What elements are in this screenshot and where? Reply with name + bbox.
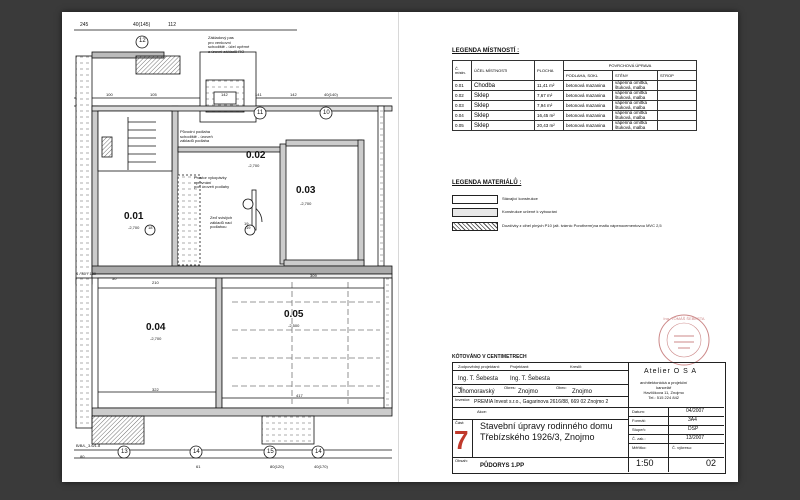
label: Část:	[455, 420, 465, 425]
drawing-content: PŮDORYS 1.PP	[480, 463, 525, 469]
divider	[452, 407, 724, 408]
investor: PREMIA Invest s.r.o., Gagarinova 2616/88, 669 02 Znojmo 2	[474, 399, 609, 405]
part-number: 7	[454, 425, 469, 455]
legend-materials-title: LEGENDA MATERIÁLŮ :	[452, 180, 522, 186]
plan-note: Původní podlaha schodiště - úroveň základů podlaha	[180, 129, 213, 144]
cell: 0.03	[453, 101, 472, 111]
dim-label: 309	[310, 273, 317, 278]
label: Zodpovědný projektant:	[458, 364, 500, 369]
dim-label: 80(120)	[270, 464, 284, 469]
cell: Sklep	[472, 111, 535, 121]
dim-label: 245	[80, 22, 89, 28]
cell: 16,45 m²	[535, 111, 564, 121]
dim-label: 40(140)	[324, 92, 338, 97]
cell: betonová mazanina	[564, 91, 613, 101]
table-row	[453, 111, 697, 121]
dim-label: 61	[196, 464, 201, 469]
cell: betonová mazanina	[564, 101, 613, 111]
divider	[628, 362, 629, 472]
marker: 19	[246, 225, 251, 230]
material-swatch-demolish	[452, 208, 498, 217]
room-number: 0.03	[296, 185, 316, 196]
drawing-number: 02	[706, 458, 717, 468]
order-number: 13/2007	[686, 435, 705, 441]
room-number: 0.04	[146, 322, 166, 333]
col-header: STĚNY	[613, 71, 658, 81]
plan-note: Zeď svislých základů nad podlahou	[210, 215, 233, 230]
dim-label: 80	[80, 454, 85, 459]
marker: 18	[148, 225, 153, 230]
material-label: Stávající konstrukce	[502, 196, 538, 201]
authorization-stamp	[656, 312, 712, 368]
room-height: -2,500	[288, 323, 300, 328]
cell: betonová mazanina	[564, 121, 613, 131]
cell: 0.05	[453, 121, 472, 131]
firm-name: Atelier O S A	[644, 368, 698, 375]
stage: DSP	[688, 426, 699, 432]
room-number: 0.01	[124, 211, 144, 222]
col-header: POVRCHOVÁ ÚPRAVA	[564, 61, 697, 71]
label: Kraj:	[455, 385, 464, 390]
material-label: Konstrukce určené k vybourání	[502, 209, 558, 214]
scale: 1:50	[636, 458, 654, 468]
svg-text:Ing. TOMÁŠ ŠEBESTA: Ing. TOMÁŠ ŠEBESTA	[663, 316, 705, 321]
cell: Chodba	[472, 81, 535, 91]
dim-label: 105	[150, 92, 157, 97]
axis-label: 10	[323, 110, 330, 116]
axis-label: 13	[121, 449, 128, 455]
dim-label: 50	[112, 276, 117, 281]
label: Formát:	[632, 418, 646, 423]
kotovani-note: KÓTOVÁNO V CENTIMETRECH	[452, 354, 527, 360]
responsible-designer: Ing. T. Šebesta	[458, 376, 498, 382]
material-label: Dozdívky z cihel plných P10 (alt. tvárnic Porotherm)na maltu vápenocementovou MVC 2,5	[502, 223, 662, 228]
dim-label: 142	[221, 92, 228, 97]
plan-note: Prostor vykopávky vyrovnání pod úroveň podlahy	[194, 175, 230, 190]
table-row	[453, 101, 697, 111]
cell: vápenná omítka štuková, malba	[613, 101, 658, 111]
dim-label: 141	[255, 92, 262, 97]
label: Akce:	[477, 409, 488, 414]
firm-description: architektonická a projekční kancelář Havlíčkova 11, Znojmo Tel.: 515 224 842	[640, 380, 688, 400]
divider	[452, 419, 628, 420]
cell: 11,41 m²	[535, 81, 564, 91]
floor-plan	[62, 12, 402, 482]
label: Projektant:	[510, 364, 530, 369]
divider	[628, 416, 724, 417]
dim-label: 4 / 80 / 130	[76, 271, 97, 276]
legend-rooms-title: LEGENDA MÍSTNOSTÍ :	[452, 48, 520, 54]
axis-label: 12	[139, 38, 146, 44]
plan-note: Základový pas pro venkovní schodiště - účel opěrné a úrovni základů RO	[208, 35, 250, 54]
dim-label: B/B/L_3.6/1.8	[76, 443, 101, 448]
label: Č. zak.:	[632, 436, 646, 441]
col-header: PLOCHA	[535, 61, 564, 81]
dim-label: 322	[152, 387, 159, 392]
dim-label: 40(145)	[133, 22, 151, 28]
municipality: Znojmo	[572, 389, 593, 395]
table-row	[453, 121, 697, 131]
col-header: Č. místn.	[453, 61, 472, 81]
label: Okres:	[504, 385, 516, 390]
divider	[452, 396, 628, 397]
material-swatch-infill	[452, 222, 498, 231]
cell: 20,43 m²	[535, 121, 564, 131]
cell: vápenná omítka štuková, malba	[613, 91, 658, 101]
label: Obsah:	[455, 458, 468, 463]
room-height: -2,700	[128, 225, 140, 230]
project-title: Stavební úpravy rodinného domu Třebízského 1926/3, Znojmo	[480, 421, 613, 442]
label: Obec:	[556, 385, 567, 390]
cell: vápenná omítka štuková, malba	[613, 111, 658, 121]
region: Jihomoravský	[458, 389, 495, 395]
designer: Ing. T. Šebesta	[510, 376, 550, 382]
dim-label: 417	[296, 393, 303, 398]
divider	[452, 457, 724, 458]
dim-label: 40(170)	[314, 464, 328, 469]
cell: vápenná omítka štuková, malba	[613, 121, 658, 131]
material-swatch-existing	[452, 195, 498, 204]
divider	[452, 370, 628, 371]
cell: betonová mazanina	[564, 111, 613, 121]
cell: 7,94 m²	[535, 101, 564, 111]
cell: 7,67 m²	[535, 91, 564, 101]
label: Investor:	[455, 397, 471, 402]
format: 3A4	[688, 417, 697, 423]
cell: betonová mazanina	[564, 81, 613, 91]
label: Stupeň:	[632, 427, 646, 432]
label: Datum:	[632, 409, 645, 414]
room-height: -2,700	[248, 163, 260, 168]
cell	[658, 121, 697, 131]
axis-label: 11	[257, 110, 264, 116]
cell: vápenná omítka, štuková, malba	[613, 81, 658, 91]
cell	[658, 91, 697, 101]
cell: Sklep	[472, 121, 535, 131]
col-header: ÚČEL MÍSTNOSTI	[472, 61, 535, 81]
cell	[658, 111, 697, 121]
divider	[628, 434, 724, 435]
marker: 19	[244, 221, 249, 226]
col-header: STROP	[658, 71, 697, 81]
dim-label: 142	[290, 92, 297, 97]
rooms-table	[452, 60, 697, 131]
axis-label: 15	[267, 449, 274, 455]
cell: 0.02	[453, 91, 472, 101]
cell: Sklep	[472, 91, 535, 101]
district: Znojmo	[518, 389, 539, 395]
table-row	[453, 91, 697, 101]
room-height: -2,700	[150, 336, 162, 341]
cell	[658, 101, 697, 111]
dim-label: 112	[168, 22, 176, 28]
cell	[658, 81, 697, 91]
table-row	[453, 81, 697, 91]
room-number: 0.05	[284, 309, 304, 320]
label: Č. výkresu:	[672, 445, 693, 450]
room-number: 0.02	[246, 150, 266, 161]
col-header: PODLAHA, SOKL	[564, 71, 613, 81]
cell: Sklep	[472, 101, 535, 111]
room-height: -2,700	[300, 201, 312, 206]
cell: 0.01	[453, 81, 472, 91]
label: Měřítko:	[632, 445, 647, 450]
dim-label: 100	[106, 92, 113, 97]
axis-label: 14	[315, 449, 322, 455]
divider	[628, 425, 724, 426]
date: 04/2007	[686, 408, 705, 414]
axis-label: 14	[193, 449, 200, 455]
dim-label: 210	[152, 280, 159, 285]
label: Kreslil:	[570, 364, 583, 369]
divider	[452, 384, 628, 385]
cell: 0.04	[453, 111, 472, 121]
divider	[628, 443, 724, 444]
